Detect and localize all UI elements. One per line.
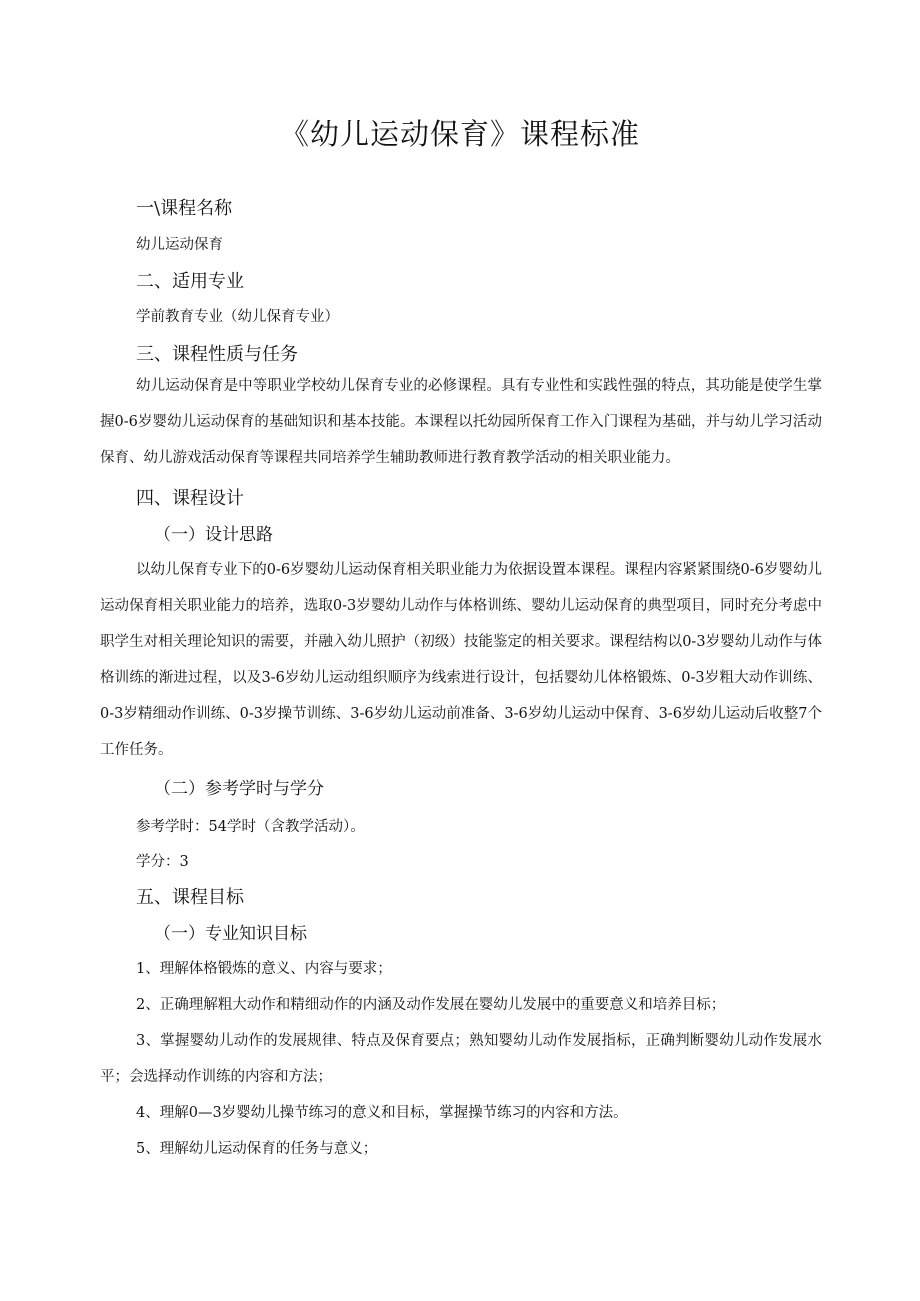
reference-hours-text: 参考学时：54学时（含教学活动）。 (136, 819, 365, 835)
section-heading-applicable-major: 二、适用专业 (136, 271, 244, 292)
subsection-heading-knowledge-objectives: （一）专业知识目标 (154, 924, 307, 944)
subsection-heading-design-idea: （一）设计思路 (154, 525, 273, 545)
section-heading-course-name: 一\课程名称 (136, 198, 233, 219)
subsection-heading-hours-credits: （二）参考学时与学分 (154, 779, 324, 799)
course-nature-paragraph: 幼儿运动保育是中等职业学校幼儿保育专业的必修课程。具有专业性和实践性强的特点，其功能是使学生掌握0-6岁婴幼儿运动保育的基础知识和基本技能。本课程以托幼园所保育工作入门课程为基础，并与幼儿学习活动保育、幼儿游戏活动保育等课程共同培养学生辅助教师进行教育教学活动的相关职业能力。 (100, 378, 822, 466)
course-name-text: 幼儿运动保育 (136, 237, 223, 253)
credits-text: 学分：3 (136, 854, 189, 870)
objective-item: 5、理解幼儿运动保育的任务与意义； (136, 1141, 378, 1157)
objective-item: 3、掌握婴幼儿动作的发展规律、特点及保育要点；熟知婴幼儿动作发展指标，正确判断婴幼儿动作发展水平；会选择动作训练的内容和方法； (100, 1033, 822, 1085)
objective-item: 4、理解0—3岁婴幼儿操节练习的意义和目标，掌握操节练习的内容和方法。 (136, 1105, 628, 1121)
applicable-major-text: 学前教育专业（幼儿保育专业） (136, 309, 339, 325)
objective-item: 2、正确理解粗大动作和精细动作的内涵及动作发展在婴幼儿发展中的重要意义和培养目标； (136, 997, 726, 1013)
section-heading-course-nature: 三、课程性质与任务 (136, 344, 298, 365)
document-title: 《幼儿运动保育》课程标准 (279, 117, 640, 151)
objective-item: 1、理解体格锻炼的意义、内容与要求； (136, 961, 392, 977)
section-heading-course-objectives: 五、课程目标 (136, 887, 244, 908)
section-heading-course-design: 四、课程设计 (136, 488, 244, 509)
design-idea-paragraph: 以幼儿保育专业下的0-6岁婴幼儿运动保育相关职业能力为依据设置本课程。课程内容紧紧围绕0-6岁婴幼儿运动保育相关职业能力的培养，选取0-3岁婴幼儿动作与体格训练、婴幼儿运动保育的典型项目，同时充分考虑中职学生对相关理论知识的需要，并融入幼儿照护（初级）技能鉴定的相关要求。课程结构以0-3岁婴幼儿动作与体格训练的渐进过程，以及3-6岁幼儿运动组织顺序为线索进行设计，包括婴幼儿体格锻炼、0-3岁粗大动作训练、0-3岁精细动作训练、0-3岁操节训练、3-6岁幼儿运动前准备、3-6岁幼儿运动中保育、3-6岁幼儿运动后收整7个工作任务。 (100, 562, 822, 758)
